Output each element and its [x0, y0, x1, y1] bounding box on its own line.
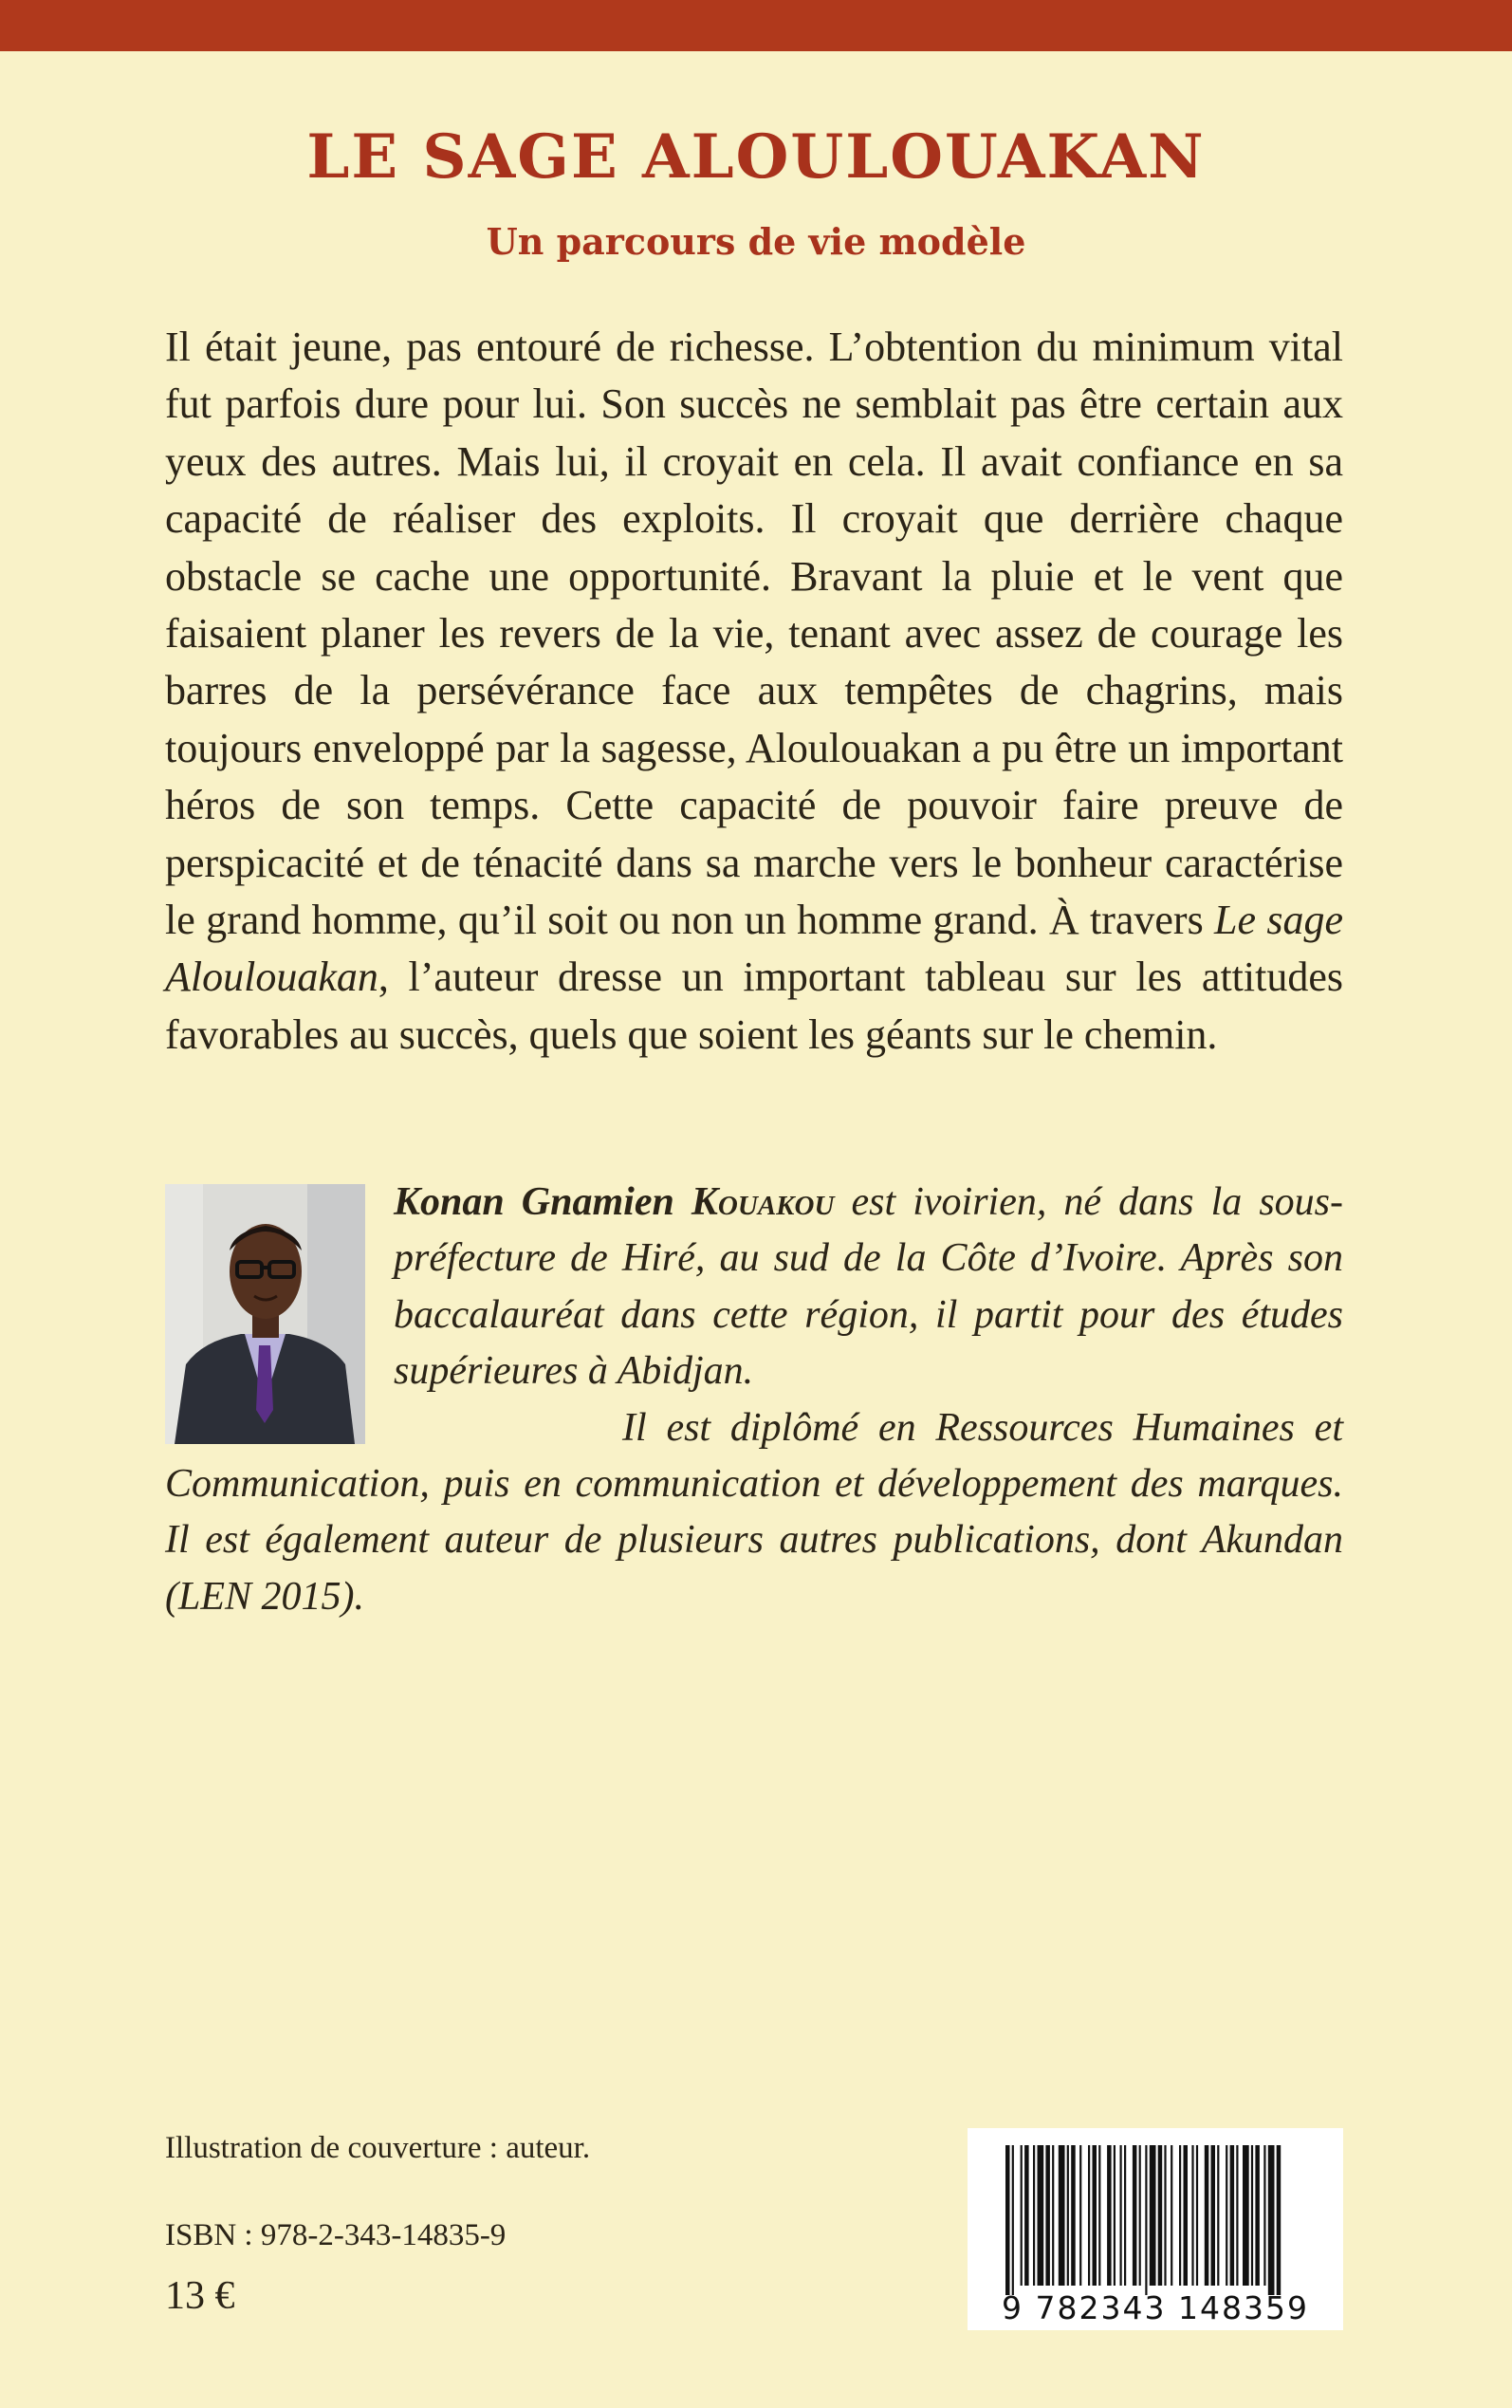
barcode-bar	[1088, 2145, 1090, 2286]
barcode-bar	[1196, 2145, 1198, 2286]
bio-paragraph-1: est ivoirien, né dans la sous-préfecture de Hiré, au sud de la Côte d’Ivoire. Après son baccalauréat dans cette région, il partit pour des études supérieures à Abidjan.	[394, 1180, 1343, 1394]
barcode-bar	[1071, 2145, 1076, 2286]
barcode-bar	[1243, 2145, 1249, 2286]
barcode-bar	[1005, 2145, 1010, 2295]
price: 13 €	[165, 2274, 235, 2318]
barcode-bar	[1263, 2145, 1265, 2286]
barcode-bar	[1205, 2145, 1209, 2286]
barcode-bar	[1251, 2145, 1253, 2286]
barcode-bar	[1120, 2145, 1122, 2286]
barcode-bar	[1158, 2145, 1163, 2286]
barcode-bar	[1145, 2145, 1147, 2295]
blurb-text-end: , l’auteur dresse un important tableau sur les attitudes favorables au succès, quels que soient les géants sur le chemin.	[165, 954, 1343, 1058]
barcode-bar	[1124, 2145, 1126, 2286]
barcode-bar	[1150, 2145, 1156, 2286]
barcode-bar	[1268, 2145, 1275, 2295]
author-biography	[165, 1175, 1343, 1625]
barcode-bar	[1098, 2145, 1100, 2286]
barcode-bar	[1059, 2145, 1065, 2286]
barcode	[968, 2128, 1343, 2330]
barcode-bar	[1179, 2145, 1181, 2286]
barcode-bar	[1226, 2145, 1227, 2286]
barcode-bar	[1217, 2145, 1219, 2286]
author-photo	[165, 1184, 365, 1444]
barcode-bar	[1133, 2145, 1137, 2286]
barcode-bar	[1067, 2145, 1069, 2286]
barcode-bar	[1012, 2145, 1014, 2295]
illustration-credit: Illustration de couverture : auteur.	[165, 2131, 591, 2165]
barcode-bar	[1033, 2145, 1035, 2286]
barcode-bar	[1079, 2145, 1081, 2286]
book-title: LE SAGE ALOULOUAKAN	[306, 121, 1206, 193]
back-cover-blurb	[165, 319, 1343, 1064]
blurb-text-start: Il était jeune, pas entouré de richesse. L’obtention du minimum vital fut parfois dure pour lui. Son succès ne semblait pas être certain aux yeux des autres. Mais lui, il croyait en cela. Il avait confiance en sa capacité de réaliser des exploits. Il croyait que derrière chaque obstacle se cache une opportunité. Bravant la pluie et le vent que faisaient planer les revers de la vie, tenant avec assez de courage les barres de la persévérance face aux tempêtes de chagrins, mais toujours enveloppé par la sagesse, Aloulouakan a pu être un important héros de son temps. Cette capacité de pouvoir faire preuve de perspicacité et de ténacité dans sa marche vers le bonheur caractérise le grand homme, qu’il soit ou non un homme grand. À travers	[165, 324, 1343, 944]
bio-paragraph-2: Il est diplômé en Ressources Humaines et Communication, puis en communication et développement des marques. Il est également auteur de plusieurs autres publications, dont Akundan (LEN 2015).	[165, 1405, 1343, 1619]
barcode-bar	[1191, 2145, 1193, 2286]
author-surname: Kouakou	[691, 1180, 835, 1224]
barcode-bar	[1139, 2145, 1141, 2286]
barcode-bar	[1230, 2145, 1235, 2286]
barcode-bar	[1171, 2145, 1172, 2286]
barcode-bar	[1255, 2145, 1260, 2286]
top-color-band	[0, 0, 1512, 51]
barcode-bar	[1236, 2145, 1238, 2286]
isbn-number: ISBN : 978-2-343-14835-9	[165, 2218, 507, 2252]
barcode-bar	[1024, 2145, 1029, 2286]
barcode-bar	[1184, 2145, 1189, 2286]
barcode-bar	[1038, 2145, 1044, 2286]
book-subtitle: Un parcours de vie modèle	[486, 220, 1026, 263]
barcode-bar	[1052, 2145, 1054, 2286]
barcode-bar	[1277, 2145, 1282, 2295]
barcode-bar	[1021, 2145, 1023, 2286]
blurb-title-reference: Le sage Aloulouakan	[165, 897, 1343, 1001]
barcode-bar	[1211, 2145, 1216, 2286]
barcode-bar	[1107, 2145, 1112, 2286]
barcode-bar	[1045, 2145, 1050, 2286]
author-name: Konan Gnamien	[394, 1180, 674, 1224]
barcode-bar	[1093, 2145, 1097, 2286]
barcode-bar	[1164, 2145, 1166, 2286]
author-portrait-image	[165, 1184, 365, 1444]
barcode-digits: 9 782343 148359	[1002, 2289, 1309, 2326]
barcode-bar	[1114, 2145, 1116, 2286]
